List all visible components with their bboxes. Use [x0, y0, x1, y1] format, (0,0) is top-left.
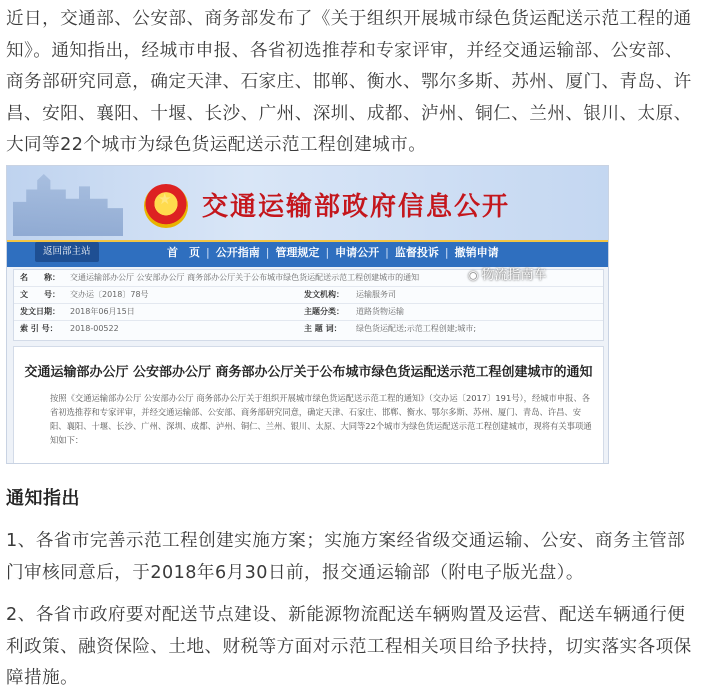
- intro-paragraph: 近日，交通部、公安部、商务部发布了《关于组织开展城市绿色货运配送示范工程的通知》。通知指出，经城市申报、各省初选推荐和专家评审，并经交通运输部、公安部、商务部研究同意，确定天津、石家庄、邯郸、衡水、鄂尔多斯、苏州、厦门、青岛、许昌、安阳、襄阳、十堰、长沙、广州、深圳、成都、泸州、铜仁、兰州、银川、太原、大同等22个城市为绿色货运配送示范工程创建城市。: [6, 9, 692, 155]
- meta-org-value: 运输服务司: [356, 290, 396, 299]
- nav-divider: |: [265, 246, 270, 259]
- nav-home[interactable]: 首 页: [167, 246, 200, 259]
- emblem-star-icon: ★: [158, 190, 172, 208]
- site-title: 交通运输部政府信息公开: [202, 192, 511, 222]
- document-title: 交通运输部办公厅 公安部办公厅 商务部办公厅关于公布城市绿色货运配送示范工程创建城市的通知: [24, 365, 593, 380]
- nav-divider: |: [444, 246, 449, 259]
- meta-index-value: 2018-00522: [70, 324, 119, 333]
- meta-topic-label: 主题分类：: [304, 307, 344, 316]
- watermark-text: 物流指南车: [481, 268, 547, 283]
- document-content: [13, 346, 604, 464]
- point-1-paragraph: 1、各省市完善示范工程创建实施方案；实施方案经省级交通运输、公安、商务主管部门审核同意后，于2018年6月30日前，报交通运输部（附电子版光盘）。: [6, 531, 686, 583]
- nav-divider: |: [325, 246, 330, 259]
- nav-complaint[interactable]: 监督投诉: [394, 246, 439, 259]
- site-nav: [167, 244, 499, 262]
- back-home-link[interactable]: 返回部主站: [35, 242, 99, 262]
- meta-date-value: 2018年06月15日: [70, 307, 135, 316]
- meta-row-docno: [14, 287, 603, 304]
- watermark: [468, 264, 547, 283]
- meta-keywords-value: 绿色货运配送;示范工程创建;城市;: [356, 324, 477, 333]
- section-heading: 通知指出: [6, 488, 80, 509]
- point-2-paragraph: 2、各省市政府要对配送节点建设、新能源物流配送车辆购置及运营、配送车辆通行便利政策、融资保险、土地、财税等方面对示范工程相关项目给予扶持，切实落实各项保障措施。: [6, 605, 692, 688]
- nav-guide[interactable]: 公开指南: [215, 246, 260, 259]
- meta-name-value: 交通运输部办公厅 公安部办公厅 商务部办公厅关于公布城市绿色货运配送示范工程创建城市的通知: [70, 273, 420, 282]
- meta-keywords-label: 主 题 词：: [304, 324, 342, 333]
- meta-name-label: 名 称：: [20, 273, 60, 282]
- document-body: 按照《交通运输部办公厅 公安部办公厅 商务部办公厅关于组织开展城市绿色货运配送示范工程的通知》（交办运〔2017〕191号），经城市申报、各省初选推荐和专家评审，并经交通运输部、公安部、商务部研究同意，确定天津、石家庄、邯郸、衡水、鄂尔多斯、苏州、厦门、青岛、许昌、安阳、襄阳、十堰、长沙、广州、深圳、成都、泸州、铜仁、兰州、银川、太原、大同等22个城市为绿色货运配送示范工程创建城市，现将有关事项通知如下：: [50, 393, 592, 445]
- nav-divider: |: [385, 246, 389, 259]
- meta-org-label: 发文机构：: [304, 290, 344, 299]
- meta-row-index: [14, 321, 603, 337]
- embedded-screenshot: [6, 165, 609, 464]
- meta-topic-value: 道路货物运输: [356, 307, 404, 316]
- meta-date-label: 发文日期：: [20, 307, 60, 316]
- meta-row-date: [14, 304, 603, 321]
- wechat-icon: ◉: [468, 268, 479, 282]
- meta-docno-value: 交办运〔2018〕78号: [70, 290, 149, 299]
- nav-regulations[interactable]: 管理规定: [275, 246, 320, 259]
- meta-docno-label: 文 号：: [20, 290, 60, 299]
- meta-index-label: 索 引 号：: [20, 324, 58, 333]
- nav-apply[interactable]: 申请公开: [335, 246, 380, 259]
- nav-divider: |: [206, 246, 210, 259]
- nav-withdraw[interactable]: 撤销申请: [454, 246, 499, 259]
